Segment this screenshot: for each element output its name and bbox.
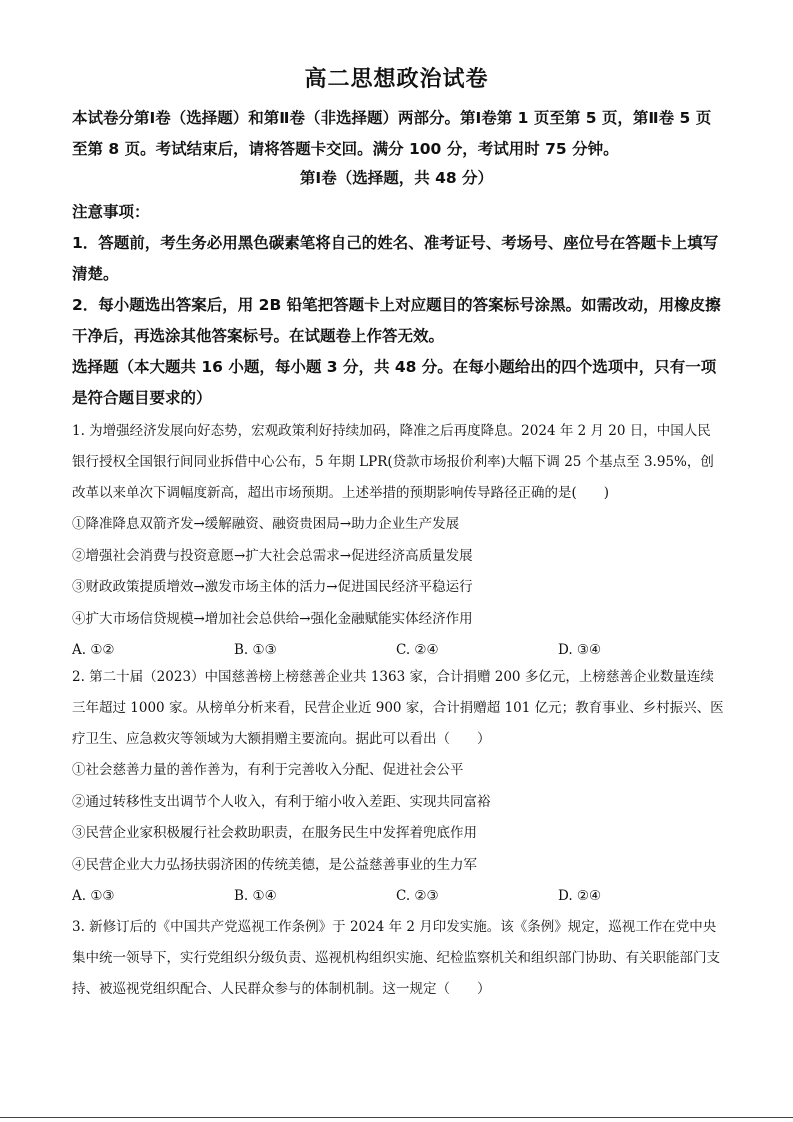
note-item-1: 1．答题前，考生务必用黑色碳素笔将自己的姓名、准考证号、考场号、座位号在答题卡上填写清楚。 xyxy=(72,234,719,283)
page-bottom-divider xyxy=(0,1117,793,1118)
answer-choices xyxy=(72,881,724,912)
statement-option: ④扩大市场信贷规模→增加社会总供给→强化金融赋能实体经济作用 xyxy=(72,610,473,627)
choice-c: C. ②④ xyxy=(396,642,439,658)
page-title: 高二思想政治试卷 xyxy=(304,66,489,92)
statement-option: ④民营企业大力弘扬扶弱济困的传统美德，是公益慈善事业的生力军 xyxy=(72,856,477,873)
exam-intro: 本试卷分第Ⅰ卷（选择题）和第Ⅱ卷（非选择题）两部分。第Ⅰ卷第 1 页至第 5 页，第Ⅱ卷 5 页至第 8 页。考试结束后，请将答题卡交回。满分 100 分，考试用时 75 分钟。 xyxy=(72,109,712,158)
section-heading: 第Ⅰ卷（选择题，共 48 分） xyxy=(299,169,494,187)
choice-d: D. ②④ xyxy=(558,888,602,904)
choice-a: A. ①③ xyxy=(72,888,115,904)
question-stem: 1. 为增强经济发展向好态势，宏观政策利好持续加码，降准之后再度降息。2024 年 2 月 20 日，中国人民银行授权全国银行间同业拆借中心公布，5 年期 LPR(贷款市场报价利率)大幅下调 25 个基点至 3.95%，创改革以来单次下调幅度新高，超出市场预期。上述举措的预期影响传导路径正确的是( ) xyxy=(72,423,714,501)
question-3 xyxy=(72,912,724,1005)
statement-option: ②通过转移性支出调节个人收入，有利于缩小收入差距、实现共同富裕 xyxy=(72,793,491,810)
statement-option: ②增强社会消费与投资意愿→扩大社会总需求→促进经济高质量发展 xyxy=(72,547,473,564)
note-item-2: 2．每小题选出答案后，用 2B 铅笔把答题卡上对应题目的答案标号涂黑。如需改动，用橡皮擦干净后，再选涂其他答案标号。在试题卷上作答无效。 xyxy=(72,296,721,345)
choice-section-instructions: 选择题（本大题共 16 小题，每小题 3 分，共 48 分。在每小题给出的四个选项中，只有一项是符合题目要求的） xyxy=(72,358,717,407)
question-2 xyxy=(72,662,724,912)
question-stem: 3. 新修订后的《中国共产党巡视工作条例》于 2024 年 2 月印发实施。该《条例》规定，巡视工作在党中央集中统一领导下，实行党组织分级负责、巡视机构组织实施、纪检监察机关和组织部门协助、有关职能部门支持、被巡视党组织配合、人民群众参与的体制机制。这一规定（ ） xyxy=(72,919,720,997)
notes-heading: 注意事项： xyxy=(72,203,150,221)
choice-c: C. ②③ xyxy=(396,888,439,904)
choice-d: D. ③④ xyxy=(558,642,602,658)
statement-option: ①社会慈善力量的善作善为，有利于完善收入分配、促进社会公平 xyxy=(72,762,464,778)
statement-option: ①降准降息双箭齐发→缓解融资、融资贵困局→助力企业生产发展 xyxy=(72,516,460,532)
question-stem: 2. 第二十届（2023）中国慈善榜上榜慈善企业共 1363 家，合计捐赠 200 多亿元，上榜慈善企业数量连续三年超过 1000 家。从榜单分析来看，民营企业近 900 家，合计捐赠超 101 亿元；教育事业、乡村振兴、医疗卫生、应急救灾等领域为大额捐赠主要流向。据此可以看出（ ） xyxy=(72,669,724,747)
statement-option: ③财政政策提质增效→激发市场主体的活力→促进国民经济平稳运行 xyxy=(72,579,473,595)
choice-b: B. ①④ xyxy=(234,888,277,904)
statement-option: ③民营企业家积极履行社会救助职责，在服务民生中发挥着兜底作用 xyxy=(72,825,477,841)
choice-a: A. ①② xyxy=(72,642,115,658)
choice-b: B. ①③ xyxy=(234,642,277,658)
question-1 xyxy=(72,416,724,666)
